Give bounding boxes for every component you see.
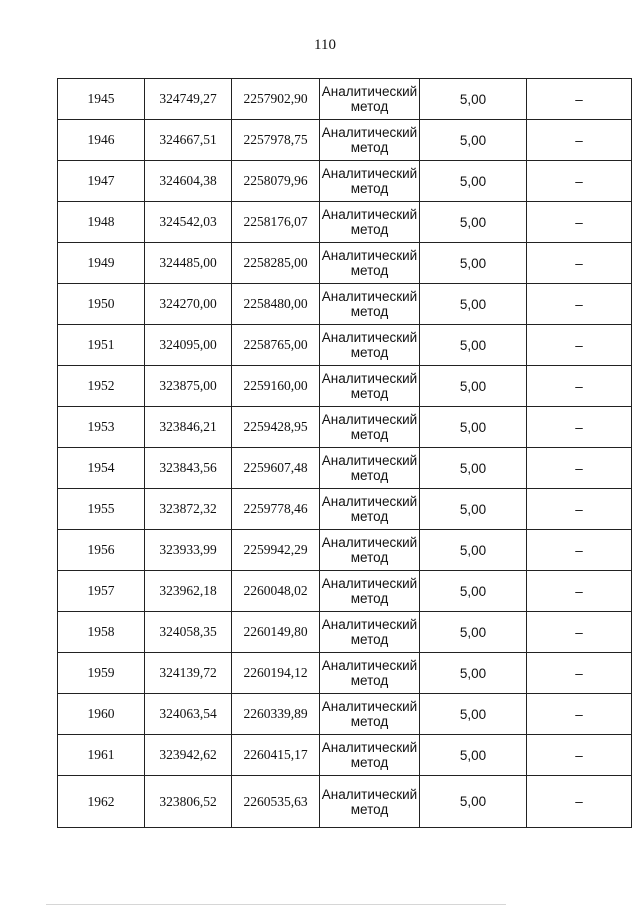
note-cell: – [527, 284, 632, 325]
method-line-2: метод [350, 345, 389, 360]
precision-cell: 5,00 [420, 325, 527, 366]
method-line-2: метод [350, 632, 389, 647]
note-cell: – [527, 407, 632, 448]
point-number-cell: 1957 [58, 571, 145, 612]
method-cell [320, 530, 420, 571]
coordinates-table [57, 78, 632, 828]
note-cell: – [527, 79, 632, 120]
method-line-2: метод [350, 140, 389, 155]
y-coordinate-cell: 2260194,12 [232, 653, 320, 694]
point-number-cell: 1960 [58, 694, 145, 735]
note-cell: – [527, 243, 632, 284]
table-row [58, 694, 632, 735]
point-number-cell: 1947 [58, 161, 145, 202]
method-line-1: Аналитический [321, 371, 418, 386]
note-cell: – [527, 366, 632, 407]
table-row [58, 243, 632, 284]
note-cell: – [527, 612, 632, 653]
method-line-1: Аналитический [321, 494, 418, 509]
method-line-1: Аналитический [321, 166, 418, 181]
y-coordinate-cell: 2258176,07 [232, 202, 320, 243]
method-line-2: метод [350, 755, 389, 770]
note-cell: – [527, 530, 632, 571]
note-cell: – [527, 489, 632, 530]
point-number-cell: 1956 [58, 530, 145, 571]
x-coordinate-cell: 324058,35 [145, 612, 232, 653]
table-row [58, 407, 632, 448]
precision-cell: 5,00 [420, 735, 527, 776]
precision-cell: 5,00 [420, 530, 527, 571]
method-line-1: Аналитический [321, 453, 418, 468]
coordinates-table-body [58, 79, 632, 828]
x-coordinate-cell: 324063,54 [145, 694, 232, 735]
method-cell [320, 776, 420, 828]
note-cell: – [527, 161, 632, 202]
point-number-cell: 1948 [58, 202, 145, 243]
precision-cell: 5,00 [420, 366, 527, 407]
y-coordinate-cell: 2259778,46 [232, 489, 320, 530]
x-coordinate-cell: 324270,00 [145, 284, 232, 325]
x-coordinate-cell: 324485,00 [145, 243, 232, 284]
x-coordinate-cell: 323843,56 [145, 448, 232, 489]
method-cell [320, 202, 420, 243]
method-cell [320, 694, 420, 735]
y-coordinate-cell: 2260535,63 [232, 776, 320, 828]
table-row [58, 489, 632, 530]
method-line-1: Аналитический [321, 617, 418, 632]
precision-cell: 5,00 [420, 571, 527, 612]
method-cell [320, 571, 420, 612]
point-number-cell: 1951 [58, 325, 145, 366]
table-row [58, 79, 632, 120]
method-cell [320, 325, 420, 366]
point-number-cell: 1953 [58, 407, 145, 448]
table-row [58, 161, 632, 202]
table-row [58, 530, 632, 571]
y-coordinate-cell: 2259607,48 [232, 448, 320, 489]
method-line-1: Аналитический [321, 248, 418, 263]
method-line-1: Аналитический [321, 412, 418, 427]
y-coordinate-cell: 2257902,90 [232, 79, 320, 120]
note-cell: – [527, 571, 632, 612]
method-line-2: метод [350, 714, 389, 729]
method-line-2: метод [350, 468, 389, 483]
method-line-2: метод [350, 550, 389, 565]
point-number-cell: 1949 [58, 243, 145, 284]
point-number-cell: 1952 [58, 366, 145, 407]
note-cell: – [527, 694, 632, 735]
y-coordinate-cell: 2258285,00 [232, 243, 320, 284]
table-row [58, 120, 632, 161]
method-line-1: Аналитический [321, 125, 418, 140]
x-coordinate-cell: 324749,27 [145, 79, 232, 120]
y-coordinate-cell: 2260048,02 [232, 571, 320, 612]
method-line-2: метод [350, 304, 389, 319]
method-line-1: Аналитический [321, 699, 418, 714]
method-line-2: метод [350, 509, 389, 524]
page-number: 110 [314, 37, 336, 53]
point-number-cell: 1955 [58, 489, 145, 530]
table-row [58, 653, 632, 694]
x-coordinate-cell: 324095,00 [145, 325, 232, 366]
x-coordinate-cell: 323846,21 [145, 407, 232, 448]
method-line-1: Аналитический [321, 289, 418, 304]
note-cell: – [527, 735, 632, 776]
table-row [58, 735, 632, 776]
y-coordinate-cell: 2260415,17 [232, 735, 320, 776]
method-cell [320, 284, 420, 325]
method-cell [320, 735, 420, 776]
method-cell [320, 120, 420, 161]
table-row [58, 284, 632, 325]
point-number-cell: 1946 [58, 120, 145, 161]
table-row [58, 366, 632, 407]
method-line-1: Аналитический [321, 84, 418, 99]
point-number-cell: 1959 [58, 653, 145, 694]
precision-cell: 5,00 [420, 407, 527, 448]
note-cell: – [527, 776, 632, 828]
method-line-2: метод [350, 222, 389, 237]
x-coordinate-cell: 323806,52 [145, 776, 232, 828]
method-line-1: Аналитический [321, 786, 418, 802]
method-line-2: метод [350, 263, 389, 278]
point-number-cell: 1958 [58, 612, 145, 653]
point-number-cell: 1945 [58, 79, 145, 120]
y-coordinate-cell: 2259160,00 [232, 366, 320, 407]
method-line-2: метод [350, 181, 389, 196]
precision-cell: 5,00 [420, 284, 527, 325]
note-cell: – [527, 325, 632, 366]
method-line-2: метод [350, 673, 389, 688]
method-line-2: метод [350, 801, 389, 817]
method-line-1: Аналитический [321, 207, 418, 222]
precision-cell: 5,00 [420, 612, 527, 653]
point-number-cell: 1962 [58, 776, 145, 828]
method-cell [320, 161, 420, 202]
precision-cell: 5,00 [420, 489, 527, 530]
precision-cell: 5,00 [420, 694, 527, 735]
y-coordinate-cell: 2259942,29 [232, 530, 320, 571]
table-row [58, 571, 632, 612]
x-coordinate-cell: 323942,62 [145, 735, 232, 776]
x-coordinate-cell: 323872,32 [145, 489, 232, 530]
precision-cell: 5,00 [420, 161, 527, 202]
point-number-cell: 1961 [58, 735, 145, 776]
y-coordinate-cell: 2260149,80 [232, 612, 320, 653]
point-number-cell: 1950 [58, 284, 145, 325]
x-coordinate-cell: 323875,00 [145, 366, 232, 407]
method-cell [320, 79, 420, 120]
method-line-1: Аналитический [321, 740, 418, 755]
y-coordinate-cell: 2257978,75 [232, 120, 320, 161]
y-coordinate-cell: 2258765,00 [232, 325, 320, 366]
precision-cell: 5,00 [420, 79, 527, 120]
method-line-2: метод [350, 427, 389, 442]
precision-cell: 5,00 [420, 202, 527, 243]
precision-cell: 5,00 [420, 653, 527, 694]
note-cell: – [527, 120, 632, 161]
y-coordinate-cell: 2258480,00 [232, 284, 320, 325]
method-cell [320, 612, 420, 653]
x-coordinate-cell: 324604,38 [145, 161, 232, 202]
method-line-2: метод [350, 591, 389, 606]
note-cell: – [527, 202, 632, 243]
x-coordinate-cell: 324542,03 [145, 202, 232, 243]
x-coordinate-cell: 324667,51 [145, 120, 232, 161]
table-row [58, 202, 632, 243]
method-line-1: Аналитический [321, 535, 418, 550]
note-cell: – [527, 653, 632, 694]
precision-cell: 5,00 [420, 243, 527, 284]
table-row [58, 448, 632, 489]
x-coordinate-cell: 323933,99 [145, 530, 232, 571]
method-line-2: метод [350, 99, 389, 114]
table-row [58, 776, 632, 828]
point-number-cell: 1954 [58, 448, 145, 489]
precision-cell: 5,00 [420, 776, 527, 828]
table-row [58, 325, 632, 366]
method-line-1: Аналитический [321, 658, 418, 673]
y-coordinate-cell: 2260339,89 [232, 694, 320, 735]
method-cell [320, 489, 420, 530]
method-cell [320, 407, 420, 448]
y-coordinate-cell: 2258079,96 [232, 161, 320, 202]
x-coordinate-cell: 323962,18 [145, 571, 232, 612]
precision-cell: 5,00 [420, 448, 527, 489]
method-line-2: метод [350, 386, 389, 401]
table-row [58, 612, 632, 653]
method-cell [320, 366, 420, 407]
method-line-1: Аналитический [321, 576, 418, 591]
precision-cell: 5,00 [420, 120, 527, 161]
method-cell [320, 653, 420, 694]
x-coordinate-cell: 324139,72 [145, 653, 232, 694]
method-cell [320, 448, 420, 489]
note-cell: – [527, 448, 632, 489]
method-line-1: Аналитический [321, 330, 418, 345]
method-cell [320, 243, 420, 284]
y-coordinate-cell: 2259428,95 [232, 407, 320, 448]
